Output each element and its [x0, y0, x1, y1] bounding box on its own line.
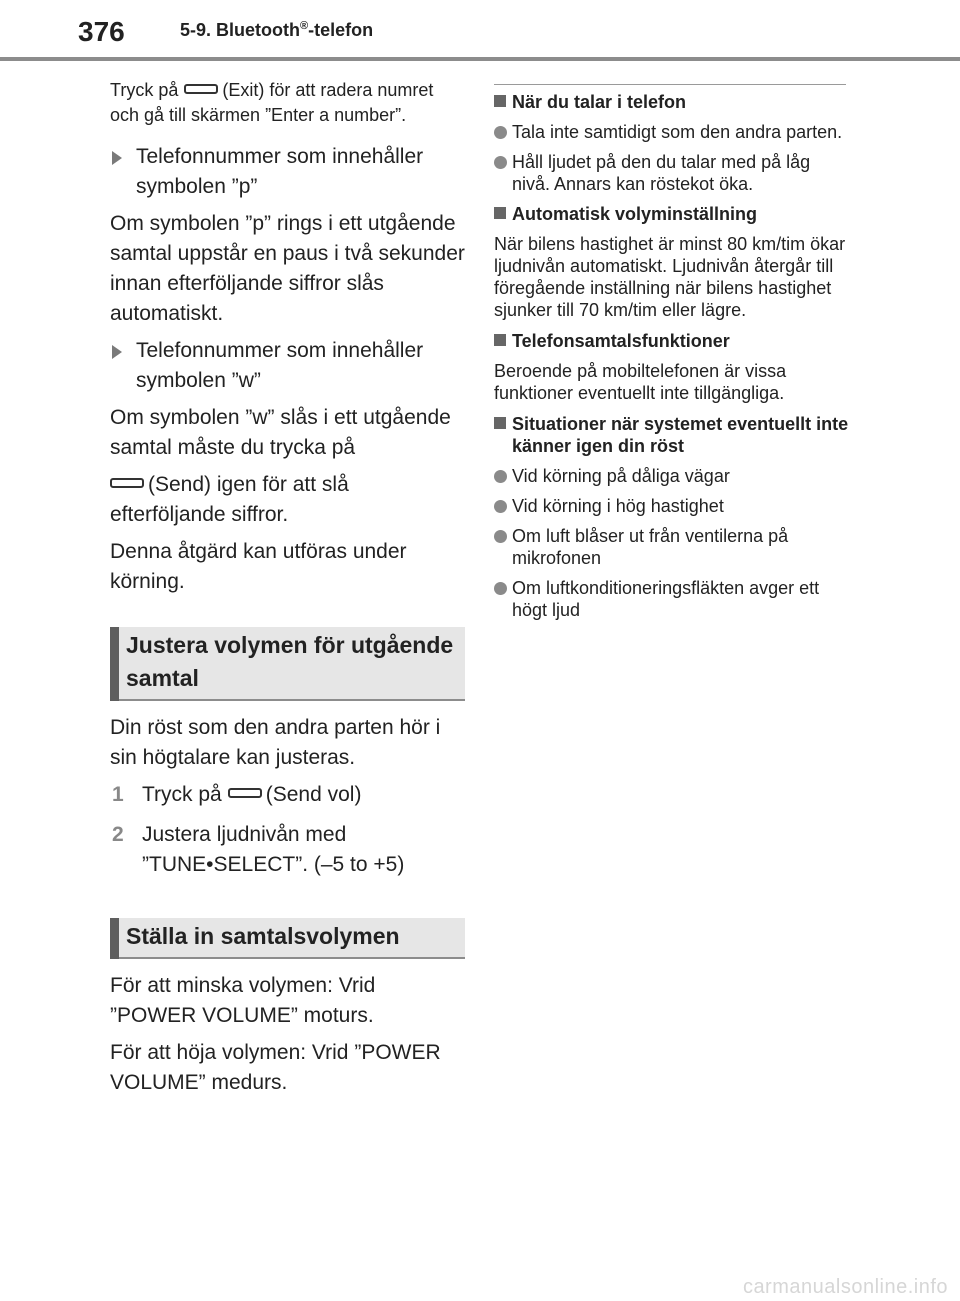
bullet-text: Vid körning i hög hastighet [512, 496, 724, 516]
bullet-text: Om luftkonditioneringsfläkten avger ett högt ljud [512, 578, 820, 620]
square-bullet-icon [494, 334, 506, 346]
circle-bullet-icon [494, 470, 507, 483]
heading-auto-volume [494, 203, 849, 225]
circle-bullet-icon [494, 530, 507, 543]
exit-instruction-end: (Exit) för att radera numret och gå till skärmen ”Enter a number”. [110, 80, 434, 125]
header-divider [0, 57, 960, 61]
w-symbol-send-text: (Send) igen för att slå efterföljande siffror. [110, 473, 349, 526]
p-symbol-text: Om symbolen ”p” rings i ett utgående samtal uppstår en paus i två sekunder innan efterföljande siffror slås automatiskt. [110, 212, 465, 325]
step-2 [110, 820, 465, 880]
call-functions-text: Beroende på mobiltelefonen är vissa funktioner eventuellt inte tillgängliga. [494, 361, 787, 403]
bullet-text: Håll ljudet på den du talar med på låg nivå. Annars kan röstekot öka. [512, 152, 811, 194]
send-button-icon [110, 478, 144, 488]
heading-auto-volume-text: Automatisk volyminställning [512, 204, 758, 224]
arrow-right-icon [112, 151, 122, 165]
heading-outgoing-volume [110, 627, 465, 701]
circle-bullet-icon [494, 582, 507, 595]
circle-bullet-icon [494, 156, 507, 169]
heading-voice-recognition-text: Situationer när systemet eventuellt inte känner igen din röst [512, 414, 849, 456]
exit-instruction-start: Tryck på [110, 80, 179, 100]
bullet-item [494, 495, 849, 517]
bullet-item [494, 465, 849, 487]
volume-up-text: För att höja volymen: Vrid ”POWER VOLUME” medurs. [110, 1041, 441, 1094]
bullet-item [494, 121, 849, 143]
left-column [110, 78, 465, 1105]
square-bullet-icon [494, 95, 506, 107]
step-1 [110, 780, 465, 810]
heading-outgoing-volume-text: Justera volymen för utgående samtal [126, 632, 454, 691]
heading-call-volume [110, 918, 465, 959]
step-number: 2 [112, 823, 124, 846]
bullet-item [494, 525, 849, 569]
circle-bullet-icon [494, 126, 507, 139]
bullet-text: Om luft blåser ut från ventilerna på mikrofonen [512, 526, 789, 568]
volume-intro: Din röst som den andra parten hör i sin högtalare kan justeras. [110, 716, 441, 769]
section-title [180, 20, 373, 41]
auto-volume-text: När bilens hastighet är minst 80 km/tim ökar ljudnivån automatiskt. Ljudnivån återgår till föregående inställning när bilens hastighet sjunker till 70 km/tim eller lägre. [494, 234, 846, 320]
square-bullet-icon [494, 417, 506, 429]
p-symbol-label: Telefonnummer som innehåller symbolen ”p” [136, 145, 424, 198]
right-column [494, 84, 849, 629]
heading-call-functions-text: Telefonsamtalsfunktioner [512, 331, 730, 351]
section-title-suffix: -telefon [308, 20, 374, 40]
step-2-text: Justera ljudnivån med ”TUNE•SELECT”. (–5 to +5) [142, 823, 405, 876]
send-vol-button-icon [228, 788, 262, 798]
bullet-text: Vid körning på dåliga vägar [512, 466, 730, 486]
heading-talking [494, 91, 849, 113]
volume-down-text: För att minska volymen: Vrid ”POWER VOLUME” moturs. [110, 974, 376, 1027]
step-1-label: (Send vol) [265, 783, 362, 806]
bullet-item [494, 577, 849, 621]
w-symbol-item [110, 336, 465, 396]
exit-instruction [110, 78, 465, 128]
page-number: 376 [78, 16, 125, 47]
w-symbol-note: Denna åtgärd kan utföras under körning. [110, 540, 407, 593]
heading-call-volume-text: Ställa in samtalsvolymen [126, 923, 400, 949]
step-1-text: Tryck på [142, 783, 222, 806]
heading-call-functions [494, 330, 849, 352]
heading-accent-bar [110, 918, 119, 959]
square-bullet-icon [494, 207, 506, 219]
circle-bullet-icon [494, 500, 507, 513]
arrow-right-icon [112, 345, 122, 359]
page-header [0, 0, 960, 62]
bullet-item [494, 151, 849, 195]
p-symbol-item [110, 142, 465, 202]
heading-talking-text: När du talar i telefon [512, 92, 687, 112]
w-symbol-send [110, 470, 465, 530]
exit-button-icon [184, 84, 218, 94]
heading-voice-recognition [494, 413, 849, 457]
bullet-text: Tala inte samtidigt som den andra parten. [512, 122, 843, 142]
w-symbol-text: Om symbolen ”w” slås i ett utgående samtal måste du trycka på [110, 406, 451, 459]
registered-mark: ® [300, 20, 309, 32]
step-number: 1 [112, 783, 124, 806]
section-title-prefix: 5-9. Bluetooth [180, 20, 300, 40]
column-divider [494, 84, 846, 85]
w-symbol-label: Telefonnummer som innehåller symbolen ”w” [136, 339, 424, 392]
heading-accent-bar [110, 627, 119, 701]
watermark: carmanualsonline.info [742, 1276, 948, 1298]
